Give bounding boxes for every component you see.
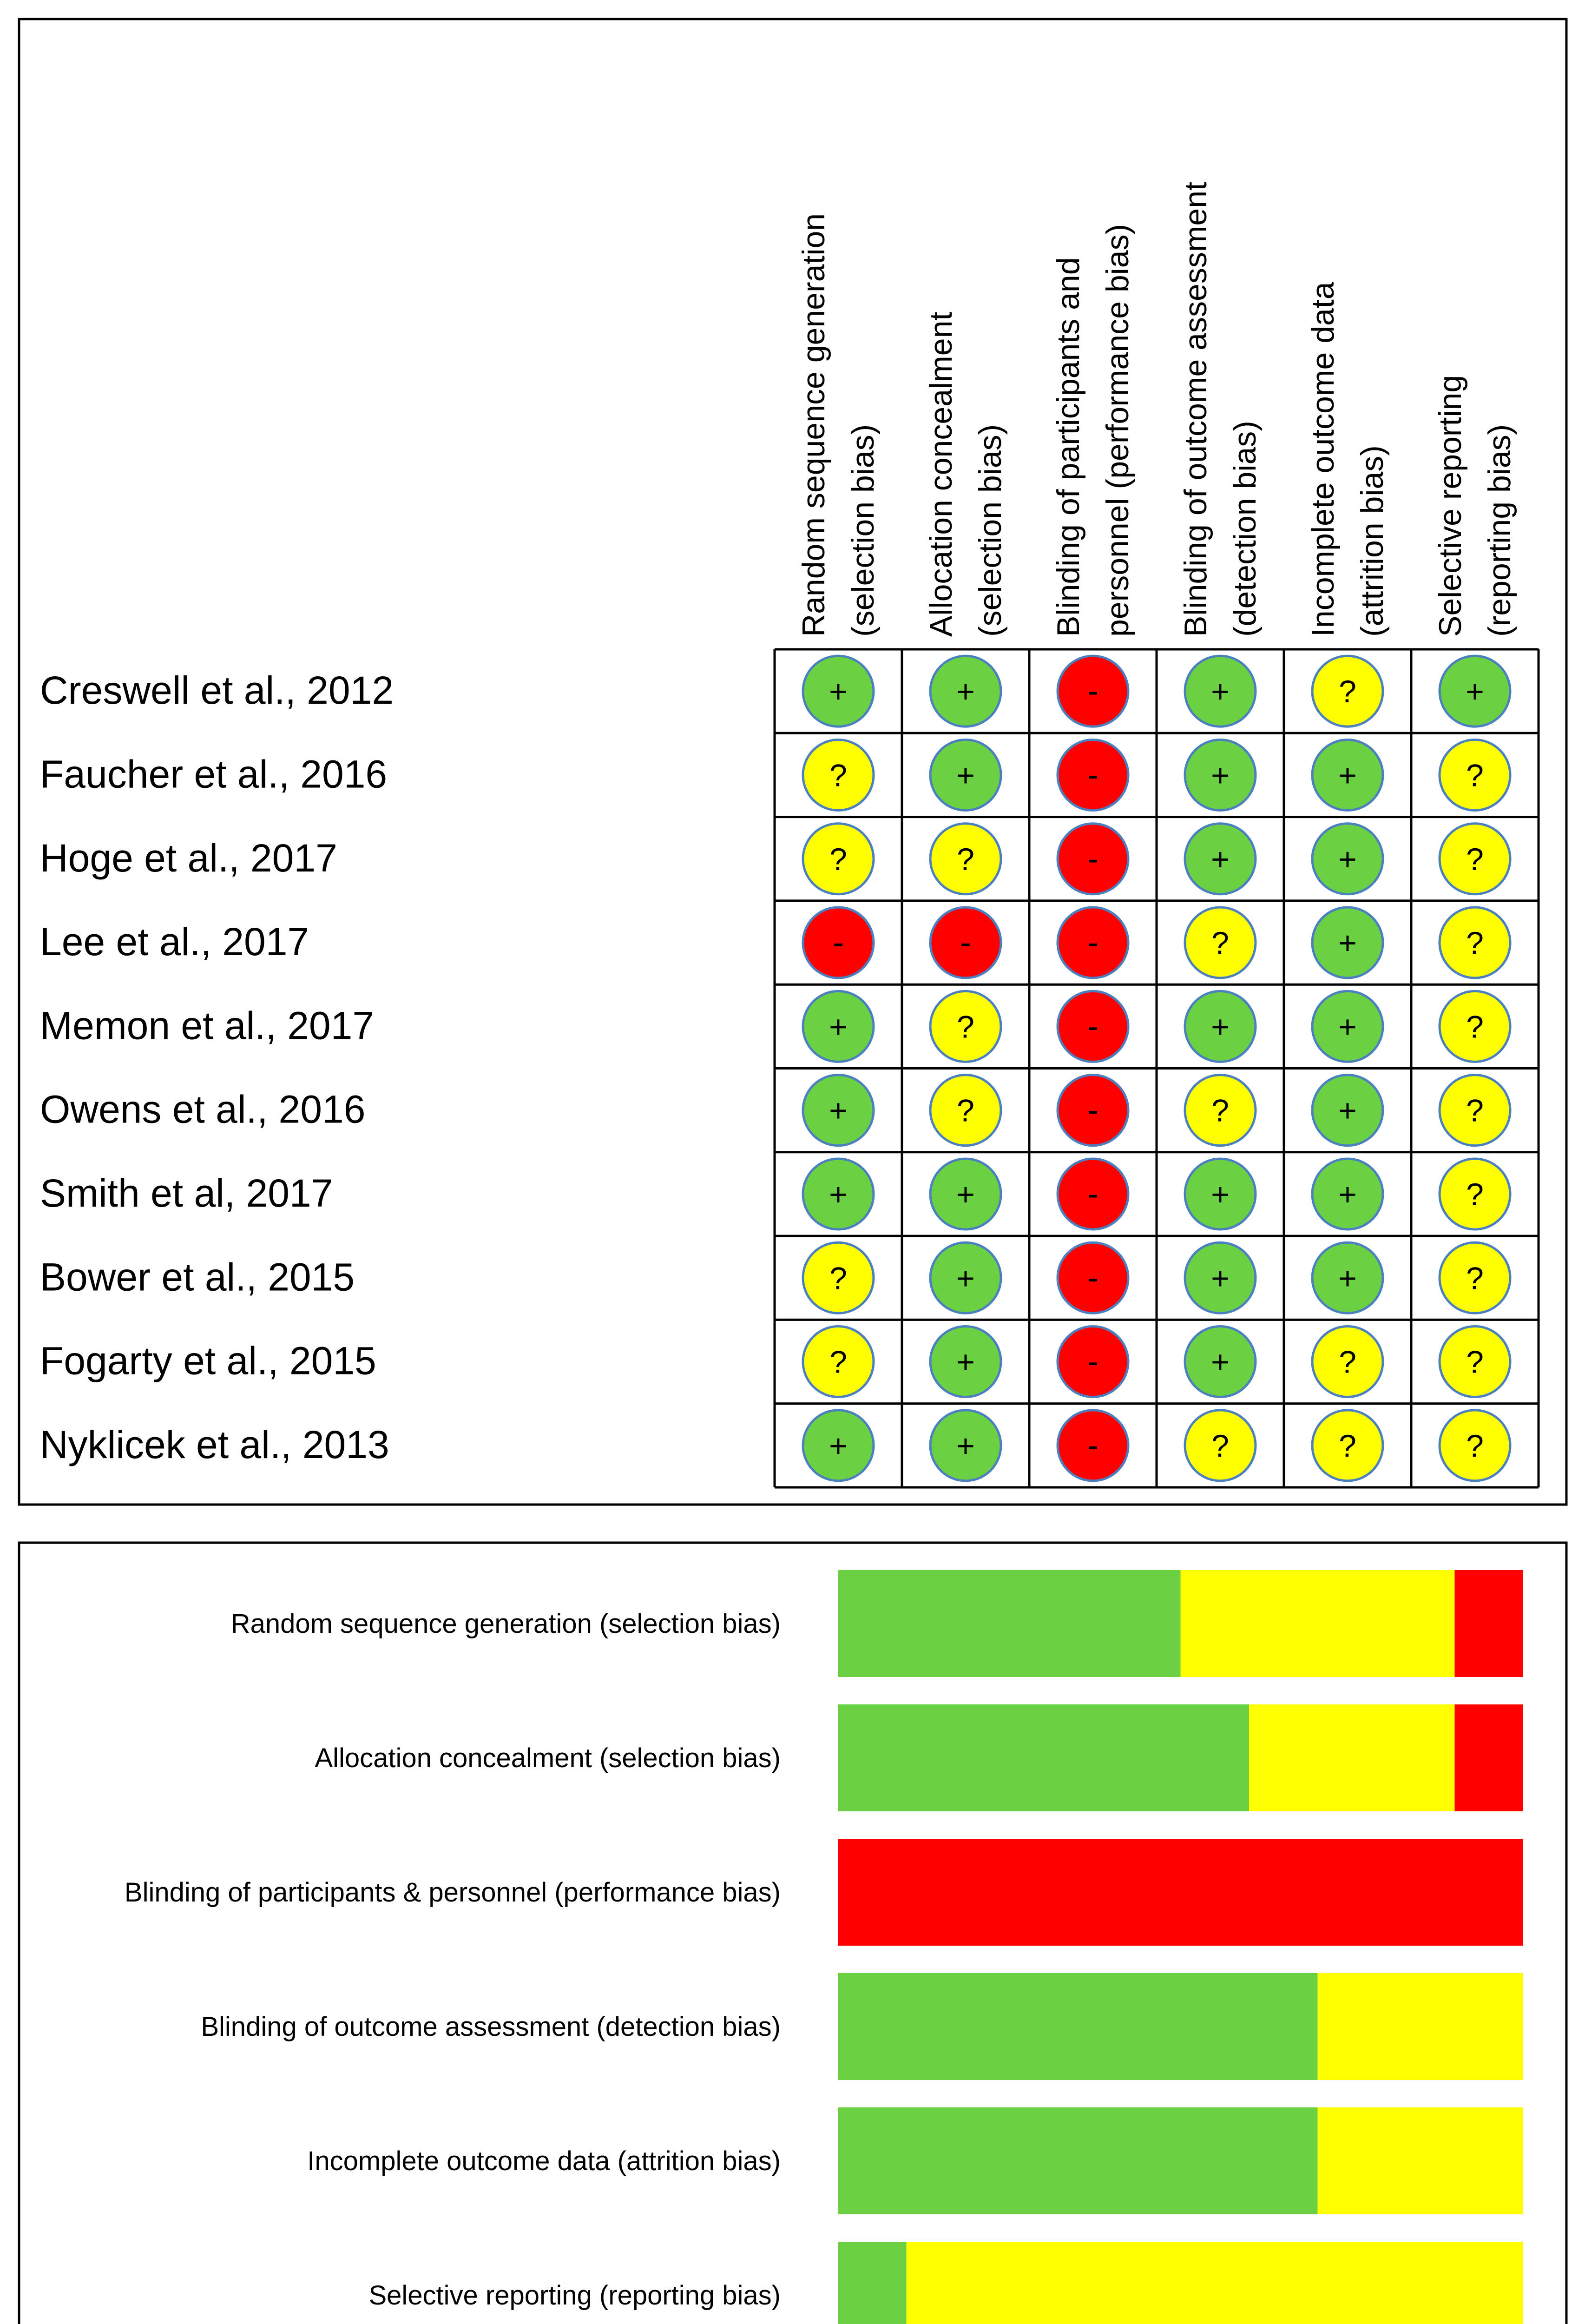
judgement-symbol: + — [1211, 1009, 1230, 1045]
study-label: Smith et al, 2017 — [40, 1171, 333, 1215]
judgement-cell — [1185, 1327, 1256, 1397]
domain-header-line: Selective reporting — [1433, 375, 1468, 637]
judgement-symbol: ? — [1466, 1093, 1484, 1129]
judgement-symbol: + — [956, 758, 975, 793]
judgement-cell — [1185, 656, 1256, 726]
judgement-cell — [1440, 1410, 1510, 1481]
judgement-cell — [1058, 1242, 1128, 1313]
judgement-cell — [1440, 824, 1510, 894]
judgement-symbol: ? — [1466, 841, 1484, 877]
judgement-cell — [803, 907, 874, 978]
judgement-cell — [1058, 1075, 1128, 1146]
judgement-symbol: + — [829, 674, 848, 710]
domain-header-line: Allocation concealment — [923, 311, 959, 637]
judgement-cell — [930, 1159, 1001, 1229]
judgement-symbol: + — [829, 1093, 848, 1129]
judgement-symbol: ? — [1466, 1009, 1484, 1045]
judgement-symbol: ? — [829, 1344, 847, 1380]
judgement-symbol: ? — [1466, 1176, 1484, 1212]
domain-column-header — [1051, 224, 1135, 637]
bar-segment-unclear — [907, 2242, 1524, 2324]
judgement-symbol: ? — [1339, 1344, 1356, 1380]
judgement-cell — [1058, 907, 1128, 978]
judgement-symbol: ? — [1466, 1428, 1484, 1464]
judgement-symbol: ? — [1466, 758, 1484, 793]
domain-header-line: (selection bias) — [845, 424, 881, 637]
judgement-symbol: ? — [1211, 1428, 1229, 1464]
judgement-symbol: - — [1087, 756, 1098, 794]
judgement-symbol: ? — [829, 1261, 847, 1296]
domain-header-line: (detection bias) — [1227, 421, 1263, 637]
judgement-cell — [1185, 991, 1256, 1062]
judgement-cell — [1058, 1410, 1128, 1481]
judgement-cell — [1185, 907, 1256, 978]
judgement-symbol: - — [1087, 1426, 1098, 1464]
study-label: Creswell et al., 2012 — [40, 668, 394, 713]
judgement-cell — [1185, 1410, 1256, 1481]
judgement-cell — [930, 656, 1001, 726]
judgement-cell — [930, 824, 1001, 894]
judgement-cell — [803, 739, 874, 810]
judgement-cell — [1185, 739, 1256, 810]
risk-of-bias-graph-panel — [19, 1543, 1566, 2324]
study-label: Owens et al., 2016 — [40, 1087, 366, 1131]
judgement-symbol: ? — [957, 841, 974, 877]
judgement-symbol: ? — [1339, 1428, 1356, 1464]
judgement-symbol: - — [1087, 1343, 1098, 1380]
judgement-cell — [803, 991, 874, 1062]
judgement-symbol: + — [1211, 1344, 1230, 1380]
judgement-cell — [1440, 1159, 1510, 1229]
judgement-cell — [1440, 1075, 1510, 1146]
judgement-cell — [1185, 1075, 1256, 1146]
judgement-symbol: ? — [957, 1009, 974, 1045]
judgement-symbol: + — [1338, 1176, 1357, 1212]
judgement-symbol: + — [956, 674, 975, 710]
judgement-cell — [930, 739, 1001, 810]
judgement-cell — [1185, 824, 1256, 894]
domain-header-line: (attrition bias) — [1355, 445, 1390, 637]
judgement-cell — [1312, 824, 1383, 894]
judgement-cell — [930, 1327, 1001, 1397]
study-label: Fogarty et al., 2015 — [40, 1339, 376, 1383]
judgement-symbol: - — [833, 924, 844, 962]
study-label: Faucher et al., 2016 — [40, 752, 388, 796]
judgement-cell — [930, 1242, 1001, 1313]
judgement-symbol: - — [1087, 1091, 1098, 1129]
judgement-cell — [1440, 656, 1510, 726]
domain-header-line: (reporting bias) — [1482, 424, 1517, 637]
judgement-symbol: + — [1211, 674, 1230, 710]
judgement-symbol: + — [1338, 758, 1357, 793]
domain-column-header — [1178, 182, 1263, 637]
study-label: Nyklicek et al., 2013 — [40, 1422, 389, 1466]
judgement-cell — [930, 907, 1001, 978]
judgement-cell — [1058, 656, 1128, 726]
judgement-cell — [930, 1075, 1001, 1146]
judgement-cell — [1312, 1242, 1383, 1313]
domain-bar-label: Blinding of outcome assessment (detection bias) — [201, 2012, 781, 2042]
judgement-cell — [1312, 991, 1383, 1062]
judgement-symbol: ? — [1466, 1261, 1484, 1296]
bar-segment-high — [838, 1839, 1523, 1946]
judgement-symbol: ? — [829, 758, 847, 793]
judgement-cell — [1058, 1327, 1128, 1397]
judgement-symbol: - — [1087, 1259, 1098, 1297]
judgement-symbol: ? — [1211, 1093, 1229, 1129]
bar-segment-low — [838, 1973, 1318, 2080]
judgement-symbol: - — [1087, 1175, 1098, 1213]
domain-header-line: (selection bias) — [973, 424, 1008, 637]
domain-bar-label: Allocation concealment (selection bias) — [315, 1743, 781, 1773]
judgement-symbol: ? — [829, 841, 847, 877]
study-label: Bower et al., 2015 — [40, 1255, 355, 1299]
judgement-cell — [803, 1242, 874, 1313]
bar-segment-low — [838, 1570, 1181, 1677]
judgement-symbol: + — [1338, 925, 1357, 961]
judgement-cell — [1058, 824, 1128, 894]
judgement-cell — [1312, 1327, 1383, 1397]
study-label: Hoge et al., 2017 — [40, 836, 337, 880]
judgement-cell — [930, 1410, 1001, 1481]
judgement-cell — [1440, 991, 1510, 1062]
judgement-symbol: - — [1087, 673, 1098, 710]
bar-segment-high — [1455, 1704, 1524, 1811]
judgement-symbol: + — [1466, 674, 1484, 710]
judgement-symbol: + — [1211, 1261, 1230, 1296]
judgement-symbol: - — [960, 924, 971, 962]
judgement-cell — [1058, 1159, 1128, 1229]
judgement-symbol: ? — [1466, 1344, 1484, 1380]
domain-column-header — [923, 312, 1008, 637]
domain-bar-label: Incomplete outcome data (attrition bias) — [307, 2146, 781, 2176]
judgement-symbol: + — [829, 1428, 848, 1464]
bar-segment-low — [838, 1704, 1249, 1811]
judgement-cell — [930, 991, 1001, 1062]
judgement-symbol: + — [956, 1428, 975, 1464]
study-label: Memon et al., 2017 — [40, 1004, 375, 1048]
judgement-cell — [803, 824, 874, 894]
judgement-cell — [1312, 1159, 1383, 1229]
judgement-symbol: ? — [1466, 925, 1484, 961]
judgement-symbol: ? — [957, 1093, 974, 1129]
domain-column-header — [1305, 282, 1390, 637]
judgement-symbol: + — [1338, 1009, 1357, 1045]
judgement-symbol: - — [1087, 1008, 1098, 1045]
domain-bar-label: Blinding of participants & personnel (performance bias) — [124, 1877, 781, 1908]
judgement-cell — [1440, 1242, 1510, 1313]
judgement-symbol: + — [956, 1176, 975, 1212]
judgement-cell — [803, 1327, 874, 1397]
judgement-symbol: + — [1338, 1093, 1357, 1129]
judgement-symbol: - — [1087, 840, 1098, 878]
bar-segment-unclear — [1318, 2107, 1524, 2214]
bar-segment-unclear — [1181, 1570, 1455, 1677]
judgement-cell — [1185, 1159, 1256, 1229]
domain-column-header — [796, 213, 881, 637]
summary-grid — [775, 649, 1539, 1487]
judgement-cell — [1440, 739, 1510, 810]
domain-column-header — [1433, 375, 1517, 637]
judgement-symbol: + — [1338, 1261, 1357, 1296]
judgement-cell — [1058, 991, 1128, 1062]
study-label: Lee et al., 2017 — [40, 920, 309, 964]
judgement-symbol: + — [956, 1261, 975, 1296]
judgement-cell — [803, 1075, 874, 1146]
domain-header-line: Incomplete outcome data — [1305, 282, 1341, 637]
domain-bar-label: Selective reporting (reporting bias) — [368, 2280, 781, 2311]
judgement-symbol: + — [1211, 841, 1230, 877]
judgement-cell — [803, 656, 874, 726]
judgement-cell — [1440, 907, 1510, 978]
judgement-symbol: + — [829, 1009, 848, 1045]
judgement-cell — [1058, 739, 1128, 810]
judgement-symbol: + — [829, 1176, 848, 1212]
bar-segment-low — [838, 2107, 1318, 2214]
judgement-cell — [1312, 656, 1383, 726]
domain-bar-label: Random sequence generation (selection bias) — [230, 1609, 781, 1639]
risk-of-bias-summary-panel — [19, 19, 1566, 1505]
judgement-cell — [1312, 1410, 1383, 1481]
judgement-cell — [1312, 1075, 1383, 1146]
domain-header-line: Blinding of participants and — [1051, 257, 1086, 637]
judgement-cell — [1185, 1242, 1256, 1313]
judgement-cell — [803, 1410, 874, 1481]
judgement-cell — [1440, 1327, 1510, 1397]
bar-segment-unclear — [1249, 1704, 1455, 1811]
judgement-symbol: ? — [1339, 674, 1356, 710]
judgement-cell — [1312, 739, 1383, 810]
judgement-symbol: - — [1087, 924, 1098, 962]
domain-header-line: Blinding of outcome assessment — [1178, 182, 1213, 637]
bar-segment-unclear — [1318, 1973, 1524, 2080]
judgement-symbol: + — [956, 1344, 975, 1380]
bar-segment-low — [838, 2242, 907, 2324]
judgement-symbol: + — [1338, 841, 1357, 877]
domain-header-line: Random sequence generation — [796, 213, 831, 637]
judgement-symbol: ? — [1211, 925, 1229, 961]
judgement-symbol: + — [1211, 1176, 1230, 1212]
domain-header-line: personnel (performance bias) — [1100, 224, 1135, 637]
bar-segment-high — [1455, 1570, 1524, 1677]
judgement-cell — [803, 1159, 874, 1229]
judgement-cell — [1312, 907, 1383, 978]
judgement-symbol: + — [1211, 758, 1230, 793]
